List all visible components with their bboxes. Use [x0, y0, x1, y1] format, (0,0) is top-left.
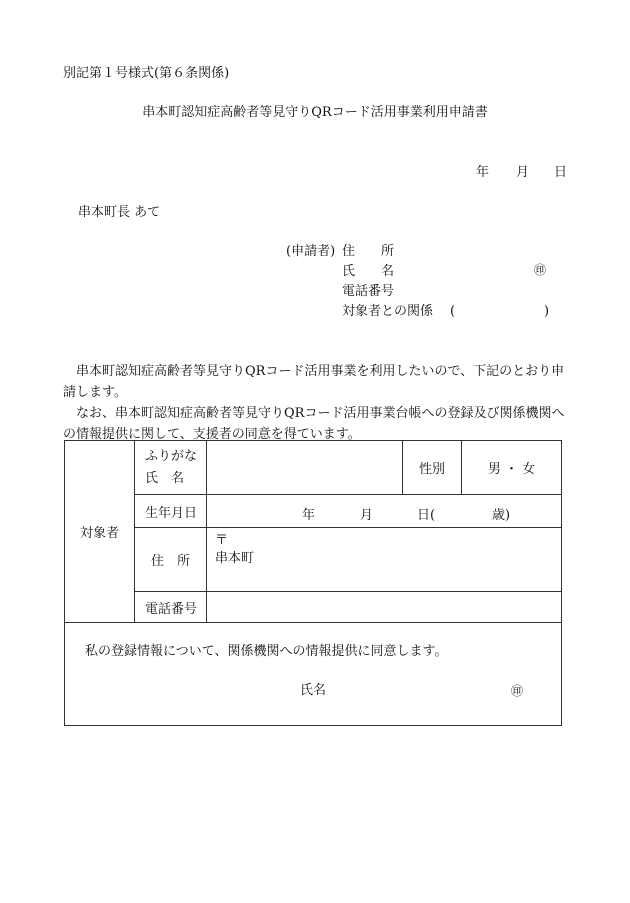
- consent-row: [65, 623, 562, 726]
- applicant-address-label: 住 所: [342, 244, 395, 259]
- name-row: [65, 441, 562, 495]
- subject-name-field[interactable]: [207, 441, 403, 495]
- subject-address-field[interactable]: [207, 528, 562, 592]
- date-day: 日: [554, 165, 568, 180]
- subject-address-label: 住 所: [135, 528, 207, 592]
- gender-label: 性別: [403, 441, 462, 495]
- relation-paren-open: (: [450, 304, 456, 319]
- furigana-label: ふりがな: [145, 448, 198, 464]
- dob-label: 生年月日: [135, 495, 207, 528]
- consent-text: 私の登録情報について、関係機関への情報提供に同意します。: [85, 644, 448, 659]
- subject-phone-field[interactable]: [207, 592, 562, 623]
- applicant-block: [286, 245, 576, 325]
- consent-cell: [65, 623, 562, 726]
- application-paragraph: 串本町認知症高齢者等見守りQRコード活用事業を利用したいので、下記のとおり申請します。: [63, 364, 565, 400]
- applicant-seal-mark: ㊞: [534, 263, 547, 277]
- date-year: 年: [476, 165, 490, 180]
- gender-options[interactable]: 男 ・ 女: [462, 441, 562, 495]
- dob-field[interactable]: [207, 495, 562, 528]
- document-title: 串本町認知症高齢者等見守りQRコード活用事業利用申請書: [142, 105, 488, 120]
- phone-row: [65, 592, 562, 623]
- subject-phone-label: 電話番号: [135, 592, 207, 623]
- postal-mark: 〒: [215, 533, 229, 548]
- applicant-phone-label: 電話番号: [342, 284, 395, 299]
- subject-label: 対象者: [65, 441, 135, 623]
- relation-paren-close: ): [544, 304, 550, 319]
- dob-year: 年: [302, 508, 316, 523]
- subject-table: [64, 440, 562, 726]
- applicant-label: (申請者): [286, 244, 336, 259]
- addressee: 串本町長 あて: [78, 205, 161, 220]
- dob-age: 歳): [492, 508, 511, 523]
- dob-month: 月: [360, 508, 374, 523]
- applicant-name-label: 氏 名: [342, 264, 395, 279]
- address-row: [65, 528, 562, 592]
- dob-day: 日(: [417, 508, 436, 523]
- address-town: 串本町: [215, 551, 255, 566]
- subject-name-label: 氏 名: [145, 470, 185, 486]
- date-month: 月: [516, 165, 530, 180]
- applicant-relation-label: 対象者との関係: [342, 304, 434, 319]
- consent-seal-mark: ㊞: [511, 684, 524, 698]
- dob-row: [65, 495, 562, 528]
- consent-notice-paragraph: なお、串本町認知症高齢者等見守りQRコード活用事業台帳への登録及び関係機関への情報提供に関して、支援者の同意を得ています。: [63, 406, 565, 442]
- form-id: 別記第１号様式(第６条関係): [63, 66, 230, 81]
- furigana-name-label-cell: [135, 441, 207, 495]
- consent-name-label: 氏名: [300, 683, 327, 698]
